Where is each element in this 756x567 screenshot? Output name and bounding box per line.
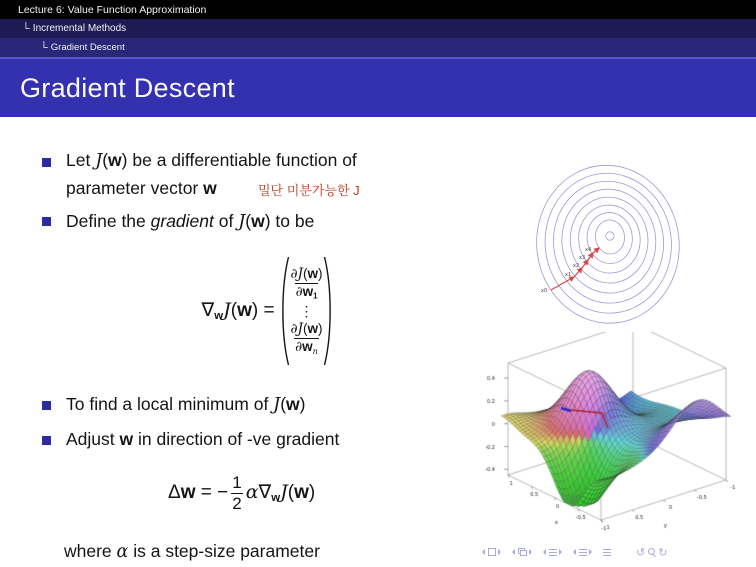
bullet3-text: To find a local minimum of J(w) <box>66 394 306 415</box>
bullet-item-1 <box>42 147 452 202</box>
frac1-numerator: ∂J(w) <box>290 265 323 282</box>
breadcrumb-subsection-bar <box>0 38 756 57</box>
search-icon[interactable] <box>648 548 656 556</box>
update-rule-formula <box>168 467 315 519</box>
surface-plot <box>480 332 756 547</box>
bullet4-text: Adjust w in direction of -ve gradient <box>66 429 340 449</box>
bullet-item-3 <box>42 391 452 419</box>
formula2-post: α∇wJ(w) <box>245 481 316 505</box>
contour-rings <box>529 158 687 330</box>
frac2-numerator: ∂J(w) <box>290 321 323 338</box>
section-nav-group[interactable] <box>573 549 592 556</box>
handwritten-annotation: 밀단 미분가능한 J <box>258 183 360 198</box>
contour-plot <box>512 150 712 335</box>
bullet-square-icon <box>42 401 51 410</box>
lecture-title: Lecture 6: Value Function Approximation <box>18 3 207 16</box>
bullet-square-icon <box>42 158 51 167</box>
svg-text:x3: x3 <box>579 255 586 261</box>
frac2-denominator: $\partial w_n$ <box>295 339 318 356</box>
vertical-dots: ⋮ <box>299 303 314 320</box>
redo-icon[interactable]: ↻ <box>658 545 668 559</box>
next-subsection-icon[interactable] <box>559 549 562 555</box>
big-right-paren <box>323 254 334 368</box>
formula2-pre: Δw = − <box>168 482 229 503</box>
next-slide-icon[interactable] <box>498 549 501 555</box>
breadcrumb-lecture-bar <box>0 0 756 19</box>
next-frame-icon[interactable] <box>529 549 532 555</box>
formula1-lhs: ∇wJ(w) = <box>201 299 275 323</box>
slide-icon[interactable] <box>488 548 496 556</box>
prev-subsection-icon[interactable] <box>543 549 546 555</box>
big-left-paren <box>279 254 290 368</box>
bullet1-line1: Let J(w) be a differentiable function of <box>66 150 357 171</box>
prev-section-icon[interactable] <box>573 549 576 555</box>
frac1-denominator: $\partial w_1$ <box>295 283 318 301</box>
tree-branch-icon: └ <box>22 22 30 35</box>
slide-nav-group[interactable] <box>482 548 501 556</box>
subsection-title: Gradient Descent <box>50 42 125 53</box>
frac-one: 1 <box>232 472 242 492</box>
next-section-icon[interactable] <box>589 549 592 555</box>
bullet-square-icon <box>42 217 51 226</box>
subsection-nav-group[interactable] <box>543 549 562 556</box>
appendix-icon[interactable] <box>603 549 611 556</box>
tree-branch-icon: └ <box>40 41 48 54</box>
bullet-item-4 <box>42 426 452 453</box>
vector-column <box>291 266 323 356</box>
step-size-note: where α is a step-size parameter <box>64 541 320 562</box>
svg-text:x0: x0 <box>541 288 548 294</box>
bullet-square-icon <box>42 436 51 445</box>
section-title: Incremental Methods <box>32 23 127 34</box>
bullet-item-2 <box>42 208 452 236</box>
subsection-icon[interactable] <box>549 549 557 556</box>
gradient-vector-formula <box>150 252 386 370</box>
prev-slide-icon[interactable] <box>482 549 485 555</box>
svg-text:x1: x1 <box>565 272 572 278</box>
partial-fraction-1 <box>291 266 323 301</box>
breadcrumb-section-bar <box>0 19 756 38</box>
beamer-navigation <box>482 544 748 560</box>
page-title: Gradient Descent <box>20 73 235 103</box>
history-nav-group[interactable] <box>636 547 667 558</box>
section-icon[interactable] <box>579 549 587 556</box>
frame-icon[interactable] <box>518 548 527 556</box>
bullet2-text: Define the gradient of J(w) to be <box>66 211 315 232</box>
descent-path <box>551 248 599 290</box>
prev-frame-icon[interactable] <box>512 549 515 555</box>
frame-nav-group[interactable] <box>512 548 532 556</box>
bullet1-line2: parameter vector w <box>66 178 217 198</box>
svg-text:x4: x4 <box>585 247 592 253</box>
undo-icon[interactable]: ↺ <box>636 545 646 559</box>
one-half-fraction <box>231 473 242 513</box>
appendix-nav-group[interactable] <box>603 549 611 556</box>
frac-two: 2 <box>232 493 242 513</box>
svg-text:x2: x2 <box>573 263 580 269</box>
partial-fraction-n <box>291 321 323 356</box>
